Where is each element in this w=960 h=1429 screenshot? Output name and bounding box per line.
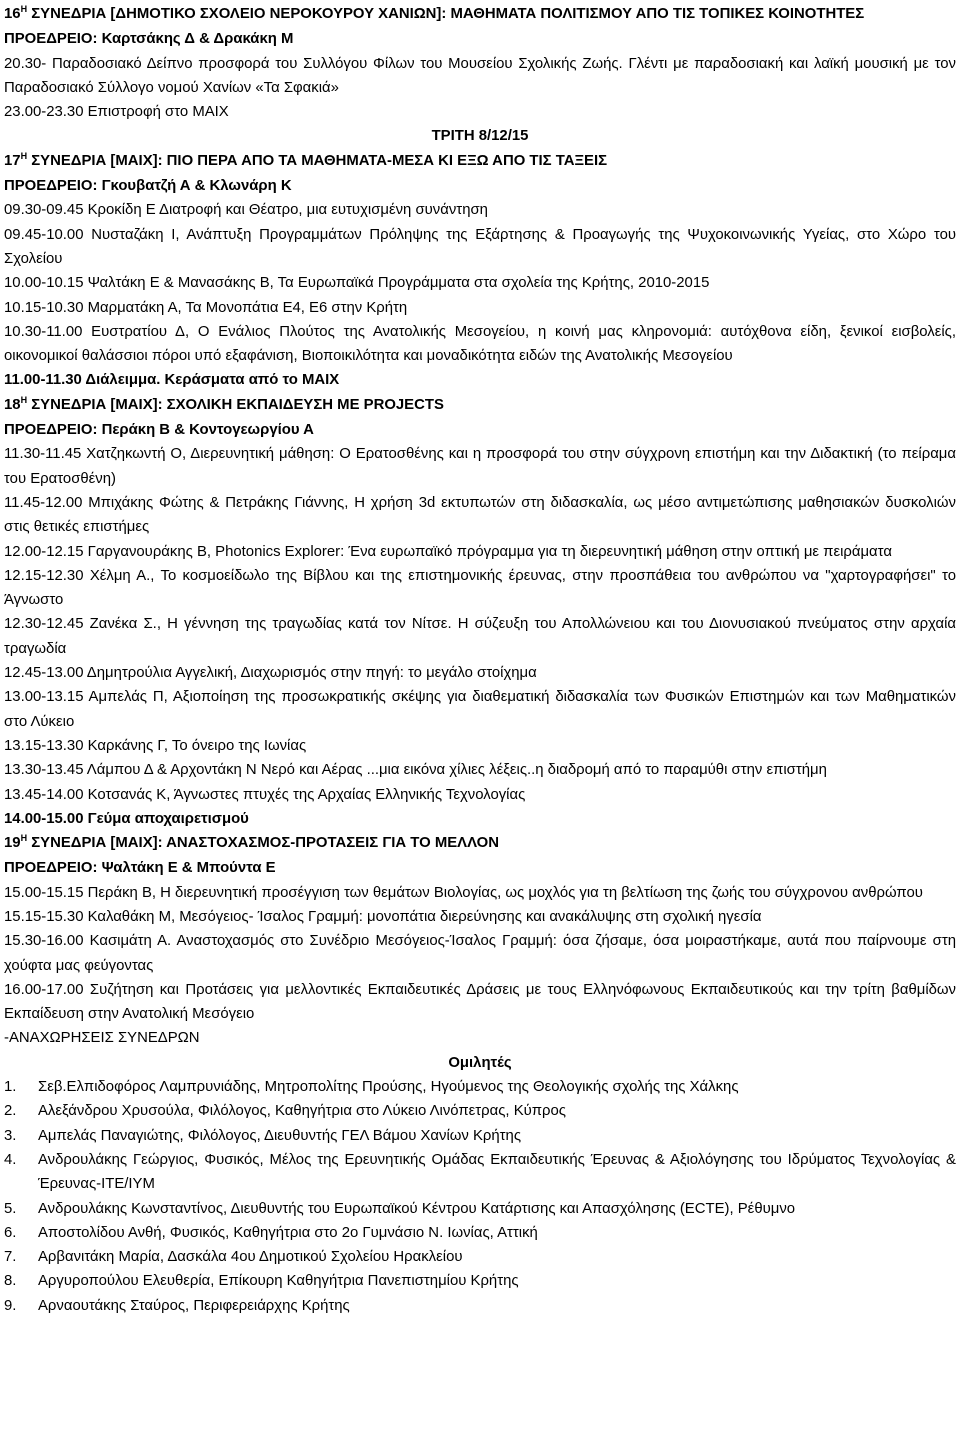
session-superscript: Η	[20, 833, 28, 844]
speakers-section	[4, 1051, 956, 1318]
session-17	[4, 149, 956, 393]
break-item: 11.00-11.30 Διάλειμμα. Κεράσματα από το ΜΑΙΧ	[4, 372, 340, 389]
session-title-text: ΣΥΝΕΔΡΙΑ [ΔΗΜΟΤΙΚΟ ΣΧΟΛΕΙΟ ΝΕΡΟΚΟΥΡΟΥ ΧΑΝΙΩΝ]: ΜΑΘΗΜΑΤΑ ΠΟΛΙΤΙΣΜΟΥ ΑΠΟ ΤΙΣ ΤΟΠΙΚΕΣ ΚΟΙΝΟΤΗΤΕΣ	[31, 6, 865, 22]
session-superscript: Η	[20, 150, 28, 161]
speaker-item	[4, 1124, 956, 1148]
speaker-item	[4, 1148, 956, 1197]
program-item: 12.15-12.30 Χέλμη Α., Το κοσμοείδωλο της Βίβλου και της επιστημονικής έρευνας, στην προσπάθεια του ανθρώπου να "χαρτογραφήσει" το Άγνωστο	[4, 567, 956, 609]
program-item: 13.15-13.30 Καρκάνης Γ, Το όνειρο της Ιωνίας	[4, 737, 307, 754]
speaker-text: Ανδρουλάκης Γεώργιος, Φυσικός, Μέλος της Ερευνητικής Ομάδας Εκπαιδευτικής Έρευνας & Αξιολόγησης του Ιδρύματος Τεχνολογίας & Έρευνας-ΙΤΕ/ΙΥΜ	[38, 1151, 956, 1193]
session-19-chair: ΠΡΟΕΔΡΕΙΟ: Ψαλτάκη Ε & Μπούντα Ε	[4, 860, 276, 877]
speaker-number: 7.	[4, 1249, 17, 1266]
program-item: 15.30-16.00 Κασιμάτη Α. Αναστοχασμός στο Συνέδριο Μεσόγειος-Ίσαλος Γραμμή: όσα ζήσαμε, όσα μοιραστήκαμε, αυτά που παίρνουμε στη χούφτα μας φεύγοντας	[4, 933, 956, 974]
speaker-item	[4, 1197, 956, 1221]
speakers-list	[4, 1075, 956, 1318]
program-item: 10.30-11.00 Ευστρατίου Δ, Ο Ενάλιος Πλούτος της Ανατολικής Μεσογείου, η κοινή μας κληρονομιά: αυτόχθονα είδη, ξενικοί εισβολείς, οικονομικοί θαλάσσιοι πόροι υπό εξαφάνιση, Βιοποικιλότητα και μοναδικότητα ειδών της Ανατολικής Μεσογείου	[4, 323, 956, 365]
speaker-item	[4, 1245, 956, 1269]
session-16-title	[4, 2, 956, 27]
speaker-number: 3.	[4, 1127, 17, 1144]
session-17-chair: ΠΡΟΕΔΡΕΙΟ: Γκουβατζή Α & Κλωνάρη Κ	[4, 178, 292, 195]
program-item: 12.00-12.15 Γαργανουράκης Β, Photonics Explorer: Ένα ευρωπαϊκό πρόγραμμα για τη διερευνητική μάθηση στην οπτική με πειράματα	[4, 543, 892, 560]
session-title-text: ΣΥΝΕΔΡΙΑ [ΜΑΙΧ]: ΑΝΑΣΤΟΧΑΣΜΟΣ-ΠΡΟΤΑΣΕΙΣ ΓΙΑ ΤΟ ΜΕΛΛΟΝ	[31, 835, 499, 852]
program-item: 13.45-14.00 Κοτσανάς Κ, Άγνωστες πτυχές της Αρχαίας Ελληνικής Τεχνολογίας	[4, 786, 526, 803]
session-19	[4, 831, 956, 1051]
session-18-chair: ΠΡΟΕΔΡΕΙΟ: Περάκη Β & Κοντογεωργίου Α	[4, 422, 314, 439]
session-19-title	[4, 831, 956, 856]
speaker-number: 9.	[4, 1297, 17, 1314]
speaker-item	[4, 1221, 956, 1245]
session-number: 16	[4, 6, 21, 22]
program-item: 09.30-09.45 Κροκίδη Ε Διατροφή και Θέατρο, μια ευτυχισμένη συνάντηση	[4, 202, 488, 219]
day-heading: ΤΡΙΤΗ 8/12/15	[431, 128, 529, 145]
session-superscript: Η	[20, 4, 28, 14]
program-item: 10.15-10.30 Μαρματάκη Α, Τα Μονοπάτια Ε4, Ε6 στην Κρήτη	[4, 299, 408, 316]
program-item: 11.45-12.00 Μπιχάκης Φώτης & Πετράκης Γιάννης, Η χρήση 3d εκτυπωτών στη διδασκαλία, ως μέσο αντιμετώπισης μαθησιακών δυσκολιών στις θετικές επιστήμες	[4, 494, 956, 536]
speaker-item	[4, 1269, 956, 1293]
program-item: 12.30-12.45 Ζανέκα Σ., Η γέννηση της τραγωδίας κατά τον Νίτσε. Η σύζευξη του Απολλώνειου και του Διονυσιακού πνεύματος στην αρχαία τραγωδία	[4, 616, 956, 657]
speaker-text: Ανδρουλάκης Κωνσταντίνος, Διευθυντής του Ευρωπαϊκού Κέντρου Κατάρτισης και Απασχόλησης (ECTE), Ρέθυμνο	[38, 1200, 796, 1217]
session-17-title	[4, 149, 956, 174]
program-item: 20.30- Παραδοσιακό Δείπνο προσφορά του Συλλόγου Φίλων του Μουσείου Σχολικής Ζωής. Γλέντι με παραδοσιακή και λαϊκή μουσική με τον Παραδοσιακό Σύλλογο νομού Χανίων «Τα Σφακιά»	[4, 55, 956, 96]
speaker-text: Αρναουτάκης Σταύρος, Περιφερειάρχης Κρήτης	[38, 1297, 350, 1314]
session-18-title	[4, 393, 956, 418]
speaker-number: 5.	[4, 1200, 17, 1217]
lunch-item: 14.00-15.00 Γεύμα αποχαιρετισμού	[4, 810, 249, 827]
program-item: 15.00-15.15 Περάκη Β, Η διερευνητική προσέγγιση των θεμάτων Βιολογίας, ως μοχλός για τη βελτίωση της ζωής του σύγχρονου ανθρώπου	[4, 884, 923, 901]
speaker-item	[4, 1075, 956, 1099]
program-item: 12.45-13.00 Δημητρούλια Αγγελική, Διαχωρισμός στην πηγή: το μεγάλο στοίχημα	[4, 665, 537, 682]
speaker-item	[4, 1099, 956, 1123]
speaker-text: Αργυροπούλου Ελευθερία, Επίκουρη Καθηγήτρια Πανεπιστημίου Κρήτης	[38, 1273, 519, 1290]
speaker-number: 4.	[4, 1151, 17, 1168]
program-item: 23.00-23.30 Επιστροφή στο ΜΑΙΧ	[4, 104, 229, 121]
speaker-number: 1.	[4, 1079, 17, 1096]
session-number: 17	[4, 152, 21, 169]
session-16-chair: ΠΡΟΕΔΡΕΙΟ: Καρτσάκης Δ & Δρακάκη Μ	[4, 31, 294, 48]
session-title-text: ΣΥΝΕΔΡΙΑ [ΜΑΙΧ]: ΠΙΟ ΠΕΡΑ ΑΠΟ ΤΑ ΜΑΘΗΜΑΤΑ-ΜΕΣΑ ΚΙ ΕΞΩ ΑΠΟ ΤΙΣ ΤΑΞΕΙΣ	[31, 152, 608, 169]
speaker-number: 8.	[4, 1273, 17, 1290]
speaker-text: Σεβ.Ελπιδοφόρος Λαμπρυνιάδης, Μητροπολίτης Προύσης, Ηγούμενος της Θεολογικής σχολής της Χάλκης	[38, 1079, 739, 1096]
session-number: 18	[4, 396, 21, 413]
speaker-text: Αλεξάνδρου Χρυσούλα, Φιλόλογος, Καθηγήτρια στο Λύκειο Λινόπετρας, Κύπρος	[38, 1103, 566, 1120]
program-item: 11.30-11.45 Χατζηκωντή Ο, Διερευνητική μάθηση: Ο Ερατοσθένης και η προσφορά του στην σύγχρονη επιστήμη και την Διδακτική (το πείραμα του Ερατοσθένη)	[4, 446, 956, 487]
session-16	[4, 2, 956, 124]
program-item: 13.00-13.15 Αμπελάς Π, Αξιοποίηση της προσωκρατικής σκέψης για διαθεματική διδασκαλία των Φυσικών Επιστημών και των Μαθηματικών στο Λύκειο	[4, 689, 956, 730]
speaker-text: Αρβανιτάκη Μαρία, Δασκάλα 4ου Δημοτικού Σχολείου Ηρακλείου	[38, 1249, 463, 1266]
session-number: 19	[4, 835, 21, 852]
program-item: 09.45-10.00 Νυσταζάκη Ι, Ανάπτυξη Προγραμμάτων Πρόληψης της Εξάρτησης & Προαγωγής της Ψυχοκοινωνικής Υγείας, στο Χώρο του Σχολείου	[4, 226, 956, 267]
speakers-heading: Ομιλητές	[448, 1054, 512, 1071]
departures-item: -ΑΝΑΧΩΡΗΣΕΙΣ ΣΥΝΕΔΡΩΝ	[4, 1030, 200, 1047]
program-item: 15.15-15.30 Καλαθάκη Μ, Μεσόγειος- Ίσαλος Γραμμή: μονοπάτια διερεύνησης και ανακάλυψης στη σχολική ηγεσία	[4, 908, 762, 925]
program-item: 13.30-13.45 Λάμπου Δ & Αρχοντάκη Ν Νερό και Αέρας ...μια εικόνα χίλιες λέξεις..η διαδρομή από το παραμύθι στην επιστήμη	[4, 762, 827, 779]
speaker-number: 6.	[4, 1224, 17, 1241]
speaker-text: Αποστολίδου Ανθή, Φυσικός, Καθηγήτρια στο 2ο Γυμνάσιο Ν. Ιωνίας, Αττική	[38, 1224, 538, 1241]
speaker-item	[4, 1294, 956, 1318]
program-item: 10.00-10.15 Ψαλτάκη Ε & Μανασάκης Β, Τα Ευρωπαϊκά Προγράμματα στα σχολεία της Κρήτης, 2010-2015	[4, 275, 710, 292]
session-18	[4, 393, 956, 831]
speaker-text: Αμπελάς Παναγιώτης, Φιλόλογος, Διευθυντής ΓΕΛ Βάμου Χανίων Κρήτης	[38, 1127, 522, 1144]
program-item: 16.00-17.00 Συζήτηση και Προτάσεις για μελλοντικές Εκπαιδευτικές Δράσεις με τους Ελληνόφωνους Εκπαιδευτικούς και την τρίτη βαθμίδων Εκπαίδευση στην Ανατολική Μεσόγειο	[4, 981, 956, 1023]
speaker-number: 2.	[4, 1103, 17, 1120]
session-title-text: ΣΥΝΕΔΡΙΑ [ΜΑΙΧ]: ΣΧΟΛΙΚΗ ΕΚΠΑΙΔΕΥΣΗ ΜΕ PROJECTS	[31, 396, 444, 413]
session-superscript: Η	[20, 394, 28, 405]
